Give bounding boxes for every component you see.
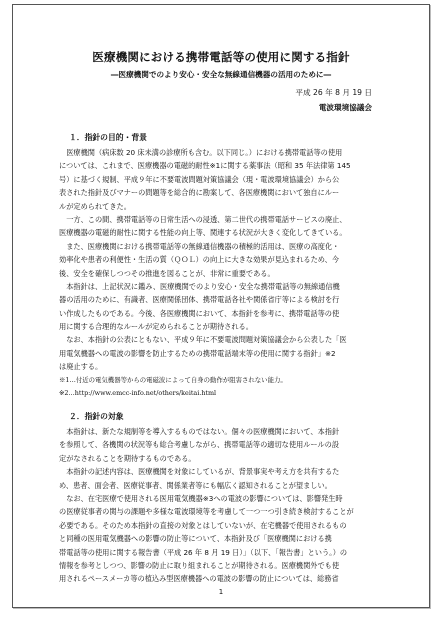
footnote: ※1…付近の電気機器等からの電磁波によって自身の動作が阻害されない能力。	[59, 375, 287, 384]
body-line: 表された指針及びマナーの問題等を総合的に勘案して、各医療機関において独自にルー	[59, 188, 340, 198]
body-line: 情報を参考としつつ、影響の防止に取り組まれることが期待される。医療機関外でも使	[59, 560, 340, 570]
body-line: 必要である。そのため本指針の直接の対象とはしていないが、在宅機器で使用されるもの	[59, 520, 347, 530]
body-line: め、患者、面会者、医療従事者、関係業者等にも幅広く認知されることが望ましい。	[59, 480, 332, 490]
body-line: については、これまで、医療機器の電磁的耐性※1に関する薬事法（昭和 35 年法律第 145	[59, 161, 351, 171]
body-line: の医療従事者の関与の課題や多様な電波環境等を考慮して一つ一つ引き続き検討することが	[59, 507, 354, 517]
body-line: 帯電話等の使用に関する報告書（平成 26 年 8 月 19 日）」（以下、「報告書」という。）の	[59, 547, 348, 557]
document-date: 平成 26 年 8 月 19 日	[295, 88, 372, 97]
body-line: と同種の医用電気機器への影響の防止等について、本指針及び「医療機関における携	[59, 534, 332, 544]
document-page	[12, 4, 430, 608]
body-line: は廃止する。	[59, 362, 103, 372]
document-organization: 電波環境協議会	[318, 103, 372, 112]
page-number: 1	[218, 588, 224, 596]
body-line: 用電気機器への電波の影響を防止するための携帯電話端末等の使用に関する指針」※2	[59, 348, 336, 358]
body-line: 用に関する合理的なルールが定められることが期待される。	[59, 322, 253, 332]
body-line: ルが定められてきた。	[59, 201, 131, 211]
body-line: 本指針は、上記状況に鑑み、医療機関でのより安心・安全な携帯電話等の無線通信機	[59, 281, 340, 291]
body-line: なお、在宅医療で使用される医用電気機器※3への電波の影響については、影響発生時	[59, 493, 343, 503]
body-line: 定がなされることを期待するものである。	[59, 453, 196, 463]
body-line: 医療機関（病床数 20 床未満の診療所も含む。以下同じ。）における携帯電話等の使用	[59, 148, 343, 157]
body-line: 効率化や患者の利便性・生活の質（ＱＯＬ）の向上に大きな効果が見込まれるため、今	[59, 255, 340, 265]
body-line: 後、安全を確保しつつその推進を図ることが、非常に重要である。	[59, 268, 275, 278]
body-line: 本指針の記述内容は、医療機関を対象にしているが、背景事実や考え方を共有するた	[59, 467, 340, 477]
body-line: 用されるペースメーカ等の植込み型医療機器への電波の影響の防止については、総務省	[59, 574, 339, 584]
body-line: 一方、この間、携帯電話等の日常生活への浸透、第二世代の携帯電話サービスの廃止、	[59, 214, 347, 224]
body-line: い作成したものである。今後、各医療機関において、本指針を参考に、携帯電話等の使	[59, 308, 340, 318]
body-line: 号）に基づく規制、平成９年に不要電波問題対策協議会（現・電波環境協議会）から公	[59, 174, 340, 184]
section-heading-scope: ２．指針の対象	[69, 412, 124, 421]
section-body-scope	[59, 425, 389, 586]
body-line: 器の活用のために、有識者、医療関係団体、携帯電話各社や関係省庁等による検討を行	[59, 295, 340, 305]
section-body-purpose	[59, 146, 389, 400]
body-line: 医療機器の電磁的耐性に関する性能の向上等、関連する状況が大きく変化してきている。	[59, 228, 347, 238]
footnote-url: ※2…http://www.emcc-info.net/others/keitai.html	[59, 389, 217, 398]
document-title: 医療機関における携帯電話等の使用に関する指針	[92, 50, 350, 64]
body-line: を参照して、各機関の状況等も総合考慮しながら、携帯電話等の適切な使用ルールの設	[59, 440, 340, 450]
body-line: なお、本指針の公表にともない、平成９年に不要電波問題対策協議会から公表した「医	[59, 335, 347, 345]
section-heading-purpose: １．指針の目的・背景	[69, 133, 147, 142]
document-subtitle: ―医療機関でのより安心・安全な無線通信機器の活用のために―	[110, 70, 332, 79]
body-line: 本指針は、新たな規制等を導入するものではない。個々の医療機関において、本指針	[59, 427, 340, 436]
body-line: また、医療機関における携帯電話等の無線通信機器の積極的活用は、医療の高度化・	[59, 241, 340, 251]
